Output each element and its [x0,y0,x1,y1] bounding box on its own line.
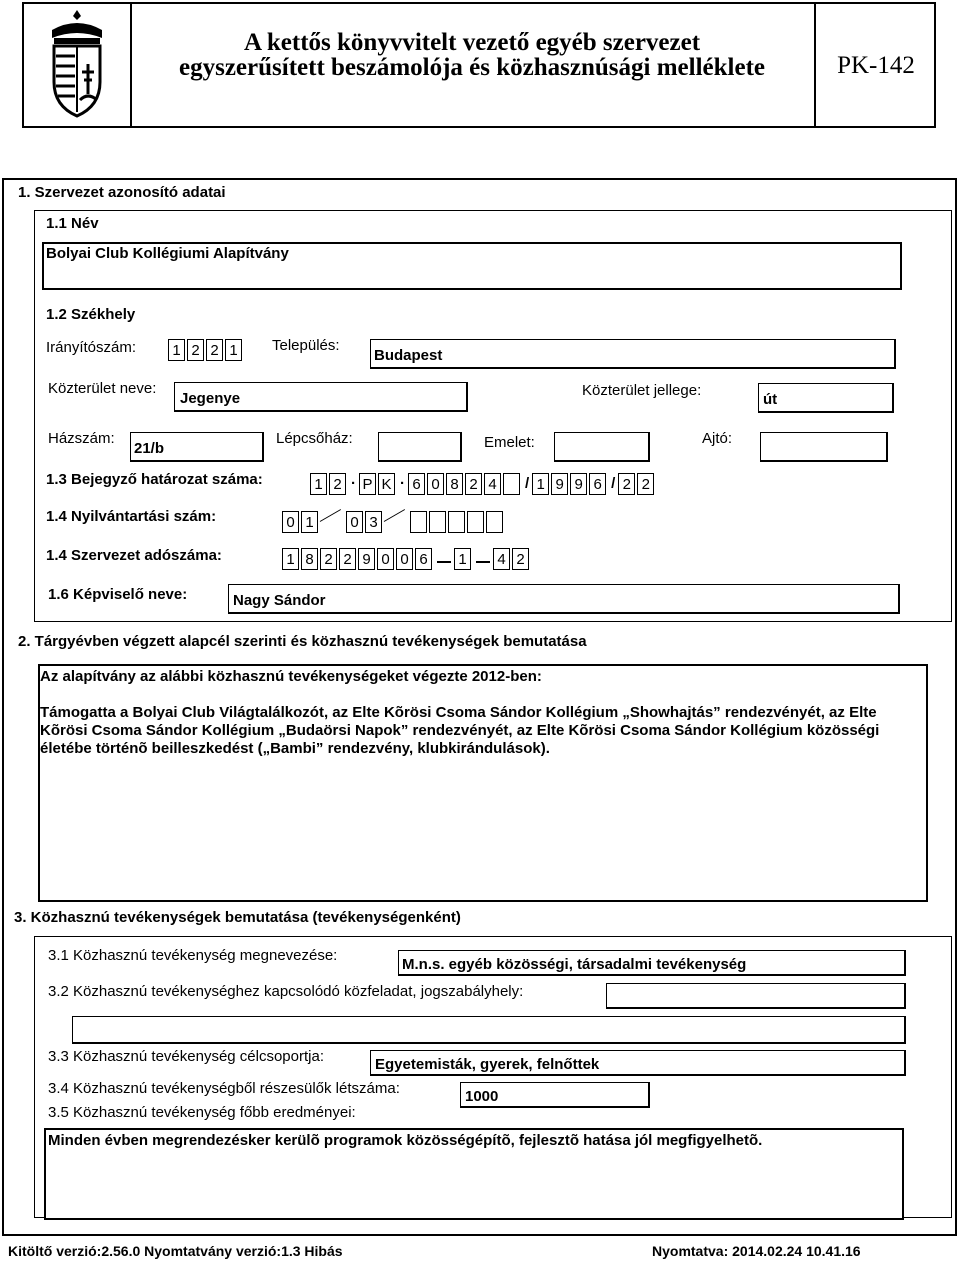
activity-name-field[interactable] [398,950,906,976]
registry-char: 1 [301,511,318,533]
rep-value: Nagy Sándor [233,592,326,609]
door-label: Ajtó: [702,430,733,447]
reg-dot: · [400,475,405,492]
section1-heading: 1. Szervezet azonosító adatai [18,184,226,201]
reg-char: 2 [465,473,482,495]
beneficiary-count-value: 1000 [465,1088,499,1105]
reg-char: K [378,473,395,495]
tax-digit: 2 [339,548,356,570]
tax-digit: 2 [320,548,337,570]
reg-char: 2 [329,473,346,495]
door-field[interactable] [760,432,888,462]
registry-field[interactable] [282,511,505,533]
house-value: 21/b [134,440,165,457]
reg-char: 2 [618,473,635,495]
registry-slash [320,511,342,533]
reg-char: 0 [427,473,444,495]
rep-field[interactable] [228,584,900,614]
beneficiary-count-field[interactable] [460,1082,650,1108]
target-group-field[interactable] [370,1050,906,1076]
city-field[interactable] [370,339,896,369]
registry-char: 0 [282,511,299,533]
form-title-line2: egyszerűsített beszámolója és közhasznúsági melléklete [179,54,765,81]
reg-slash: / [611,475,616,492]
city-label: Település: [272,337,340,354]
reg-char: 6 [408,473,425,495]
public-task-label: 3.2 Közhasznú tevékenységhez kapcsolódó közfeladat, jogszabályhely: [48,983,524,1000]
footer-version: Kitöltő verzió:2.56.0 Nyomtatvány verzió:1.3 Hibás [8,1243,343,1259]
reg-char: 2 [637,473,654,495]
stair-field[interactable] [378,432,462,462]
house-label: Házszám: [48,430,115,447]
tax-digit: 2 [512,548,529,570]
registry-char [486,511,503,533]
street-type-value: út [763,391,778,408]
tax-digit: 9 [358,548,375,570]
reg-char: 8 [446,473,463,495]
street-value: Jegenye [180,390,241,407]
activities-field[interactable] [38,664,928,902]
tax-digit: 1 [282,548,299,570]
name-value: Bolyai Club Kollégiumi Alapítvány [46,245,289,262]
city-value: Budapest [374,347,443,364]
results-field[interactable] [44,1128,904,1220]
reg-char: 6 [589,473,606,495]
tax-digit: 6 [415,548,432,570]
target-group-value: Egyetemisták, gyerek, felnőttek [375,1056,600,1073]
tax-dash [476,548,490,570]
section2-heading: 2. Tárgyévben végzett alapcél szerinti és közhasznú tevékenységek bemutatása [18,633,587,650]
form-title-line1: A kettős könyvvitelt vezető egyéb szervezet [243,29,701,56]
activity-name-value: M.n.s. egyéb közösségi, társadalmi tevékenység [402,956,747,973]
floor-label: Emelet: [484,434,535,451]
reg-char: P [359,473,376,495]
zip-label: Irányítószám: [46,339,137,356]
activity-name-label: 3.1 Közhasznú tevékenység megnevezése: [48,947,338,964]
beneficiary-count-label: 3.4 Közhasznú tevékenységből részesülők létszáma: [48,1080,400,1097]
reg-slash: / [525,475,530,492]
reg-char [503,473,520,495]
street-type-field[interactable] [758,383,894,413]
hungarian-coat-of-arms-icon [44,8,110,120]
reg-char: 4 [484,473,501,495]
registry-char [410,511,427,533]
reg-char: 1 [310,473,327,495]
rep-label: 1.6 Képviselő neve: [48,586,188,603]
form-title [130,30,814,80]
zip-field[interactable] [168,339,244,361]
tax-label: 1.4 Szervezet adószáma: [46,547,222,564]
registry-label: 1.4 Nyilvántartási szám: [46,508,217,525]
tax-digit: 0 [396,548,413,570]
street-label: Közterület neve: [48,380,157,397]
reg-char: 9 [551,473,568,495]
form-code: PK-142 [837,52,915,79]
results-value: Minden évben megrendezésker kerülõ programok közösségépítõ, fejlesztõ hatása jól megfigyelhetõ. [48,1132,763,1149]
tax-digit: 4 [493,548,510,570]
registry-char: 0 [346,511,363,533]
tax-digit: 0 [377,548,394,570]
reg-decision-label: 1.3 Bejegyző határozat száma: [46,471,263,488]
activities-text: Támogatta a Bolyai Club Világtalálkozót, az Elte Kõrösi Csoma Sándor Kollégium „Showhajtás” rendezvényét, az Elte Kõrösi Csoma Sándor Kollégium „Budaörsi Napok” rendezvényét, az Elte Kõrösi Csoma Sándor Kollégium közösségi életébe történõ beilleszkedést („Bambi” rendezvény, klubkirándulások). [40,704,880,757]
reg-dot: · [351,475,356,492]
tax-digit: 1 [454,548,471,570]
zip-digit: 1 [168,339,185,361]
zip-digit: 2 [187,339,204,361]
section3-heading: 3. Közhasznú tevékenységek bemutatása (tevékenységenként) [14,909,461,926]
registry-slash [384,511,406,533]
results-label: 3.5 Közhasznú tevékenység főbb eredményei: [48,1104,356,1121]
target-group-label: 3.3 Közhasznú tevékenység célcsoportja: [48,1048,324,1065]
public-task-field[interactable] [606,983,906,1009]
house-field[interactable] [130,432,264,462]
tax-field[interactable] [282,548,531,570]
street-field[interactable] [174,382,468,412]
registry-char [429,511,446,533]
registry-char: 3 [365,511,382,533]
tax-digit: 8 [301,548,318,570]
floor-field[interactable] [554,432,650,462]
zip-digit: 1 [225,339,242,361]
footer-printed: Nyomtatva: 2014.02.24 10.41.16 [652,1243,861,1259]
public-task-field-2[interactable] [72,1016,906,1044]
activities-intro: Az alapítvány az alábbi közhasznú tevékenységeket végezte 2012-ben: [40,668,542,685]
zip-digit: 2 [206,339,223,361]
registry-char [448,511,465,533]
stair-label: Lépcsőház: [276,430,353,447]
tax-dash [437,548,451,570]
reg-char: 1 [532,473,549,495]
seat-label: 1.2 Székhely [46,306,136,323]
registry-char [467,511,484,533]
reg-char: 9 [570,473,587,495]
reg-decision-field[interactable] [310,473,656,495]
name-label: 1.1 Név [46,215,99,232]
name-field[interactable] [42,242,902,290]
street-type-label: Közterület jellege: [582,382,702,399]
